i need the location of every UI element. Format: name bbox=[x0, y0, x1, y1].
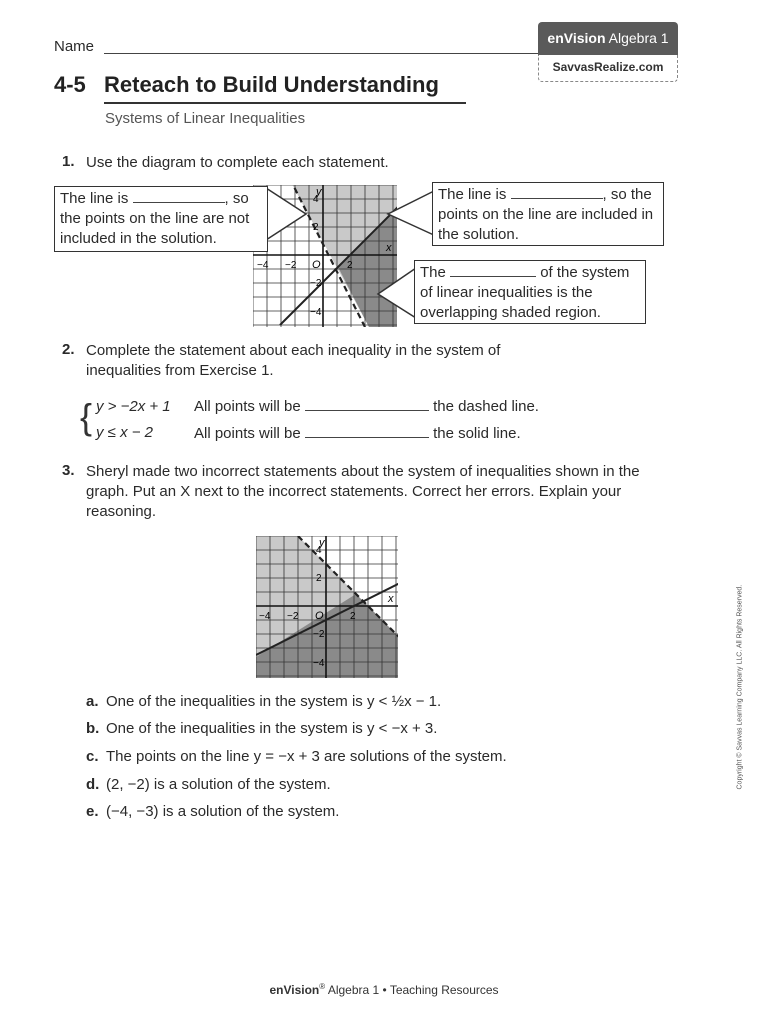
copyright-notice: Copyright © Savvas Learning Company LLC. All Rights Reserved. bbox=[736, 584, 744, 790]
page-footer bbox=[0, 982, 768, 997]
q2-statement-1 bbox=[194, 398, 539, 415]
q3-option-e[interactable]: (−4, −3) is a solution of the system. bbox=[106, 803, 340, 820]
brand-badge bbox=[538, 22, 678, 55]
q2-inequality-1: y > −2x + 1 bbox=[96, 398, 171, 415]
q1-callout-left bbox=[54, 186, 268, 252]
q1-callout-right-bottom-pre: The bbox=[420, 264, 446, 281]
q1-x-label: x bbox=[386, 242, 392, 254]
footer-brand: enVision bbox=[269, 983, 320, 997]
q2-statement-2-pre: All points will be bbox=[194, 425, 301, 442]
q2-blank-1[interactable] bbox=[305, 409, 429, 411]
title-underline bbox=[104, 102, 466, 104]
q1-callout-left-blank[interactable] bbox=[133, 201, 225, 203]
q3-option-a-letter: a. bbox=[86, 693, 99, 710]
q3-graph bbox=[254, 534, 400, 680]
footer-text: Algebra 1 • Teaching Resources bbox=[325, 983, 499, 997]
q3-option-d-letter: d. bbox=[86, 776, 100, 793]
brand-course: Algebra 1 bbox=[608, 30, 669, 46]
q2-statement-2 bbox=[194, 425, 521, 442]
q2-number: 2. bbox=[62, 341, 75, 358]
q1-tick-y-4: 4 bbox=[313, 194, 319, 205]
callout-pointers bbox=[260, 180, 440, 330]
q3-number: 3. bbox=[62, 462, 75, 479]
q3-x-label: x bbox=[388, 593, 394, 605]
q3-option-d[interactable]: (2, −2) is a solution of the system. bbox=[106, 776, 331, 793]
page-subtitle: Systems of Linear Inequalities bbox=[105, 110, 306, 127]
q2-statement-1-post: the dashed line. bbox=[433, 398, 539, 415]
q2-prompt: Complete the statement about each inequality in the system of inequalities from Exercise 1. bbox=[86, 342, 501, 379]
q3-option-b[interactable]: One of the inequalities in the system is y < −x + 3. bbox=[106, 720, 438, 737]
q1-tick-x-neg2: −2 bbox=[285, 260, 297, 271]
q1-tick-x-2: 2 bbox=[347, 260, 353, 271]
q3-option-e-letter: e. bbox=[86, 803, 99, 820]
lesson-number: 4-5 bbox=[54, 72, 86, 97]
q3-tick-x-neg2: −2 bbox=[287, 611, 299, 622]
page-title: Reteach to Build Understanding bbox=[104, 72, 439, 97]
q1-tick-y-2: 2 bbox=[313, 222, 319, 233]
q1-callout-right-top-pre: The line is bbox=[438, 186, 507, 203]
q3-option-c[interactable]: The points on the line y = −x + 3 are solutions of the system. bbox=[106, 748, 507, 765]
q1-callout-right-top-blank[interactable] bbox=[511, 197, 603, 199]
q2-blank-2[interactable] bbox=[305, 436, 429, 438]
q1-callout-right-bottom-post: of the system of linear inequalities is the overlapping shaded region. bbox=[420, 264, 630, 321]
q1-callout-left-pre: The line is bbox=[60, 190, 129, 207]
q3-option-a[interactable]: One of the inequalities in the system is y < ½x − 1. bbox=[106, 693, 442, 710]
q1-callout-right-bottom bbox=[414, 260, 646, 324]
q3-tick-x-neg4: −4 bbox=[259, 611, 271, 622]
name-label: Name bbox=[54, 38, 95, 55]
q1-tick-y-neg2: −2 bbox=[310, 278, 322, 289]
q2-inequality-2: y ≤ x − 2 bbox=[96, 424, 154, 441]
brand-name: enVision bbox=[547, 30, 606, 46]
q3-tick-y-2: 2 bbox=[316, 573, 322, 584]
q3-prompt: Sheryl made two incorrect statements about the system of inequalities shown in the graph. Put an X next to the incorrect statements. Correct her errors. Explain your reasoning. bbox=[86, 463, 640, 520]
q3-tick-y-4: 4 bbox=[316, 545, 322, 556]
q1-prompt: Use the diagram to complete each statement. bbox=[86, 154, 389, 171]
q2-statement-1-pre: All points will be bbox=[194, 398, 301, 415]
q1-y-label: y bbox=[316, 186, 322, 198]
q1-number: 1. bbox=[62, 153, 75, 170]
system-brace: { bbox=[80, 396, 93, 437]
q3-option-c-letter: c. bbox=[86, 748, 99, 765]
name-input-line[interactable] bbox=[104, 53, 538, 54]
q3-tick-y-neg4: −4 bbox=[313, 658, 325, 669]
q1-tick-x-neg4: −4 bbox=[257, 260, 269, 271]
q3-tick-x-2: 2 bbox=[350, 611, 356, 622]
q3-option-b-letter: b. bbox=[86, 720, 100, 737]
q1-callout-right-bottom-blank[interactable] bbox=[450, 275, 536, 277]
site-link[interactable]: SavvasRealize.com bbox=[538, 55, 678, 82]
q3-y-label: y bbox=[319, 537, 325, 549]
footer-reg: ® bbox=[319, 982, 326, 991]
q1-origin-label: O bbox=[312, 259, 321, 271]
q1-callout-left-post: , so the points on the line are not included in the solution. bbox=[60, 190, 250, 247]
q3-origin-label: O bbox=[315, 610, 324, 622]
q2-statement-2-post: the solid line. bbox=[433, 425, 521, 442]
q1-tick-y-neg4: −4 bbox=[310, 307, 322, 318]
q1-callout-right-top-post: , so the points on the line are included in the solution. bbox=[438, 186, 654, 243]
q3-tick-y-neg2: −2 bbox=[313, 629, 325, 640]
q1-callout-right-top bbox=[432, 182, 664, 246]
